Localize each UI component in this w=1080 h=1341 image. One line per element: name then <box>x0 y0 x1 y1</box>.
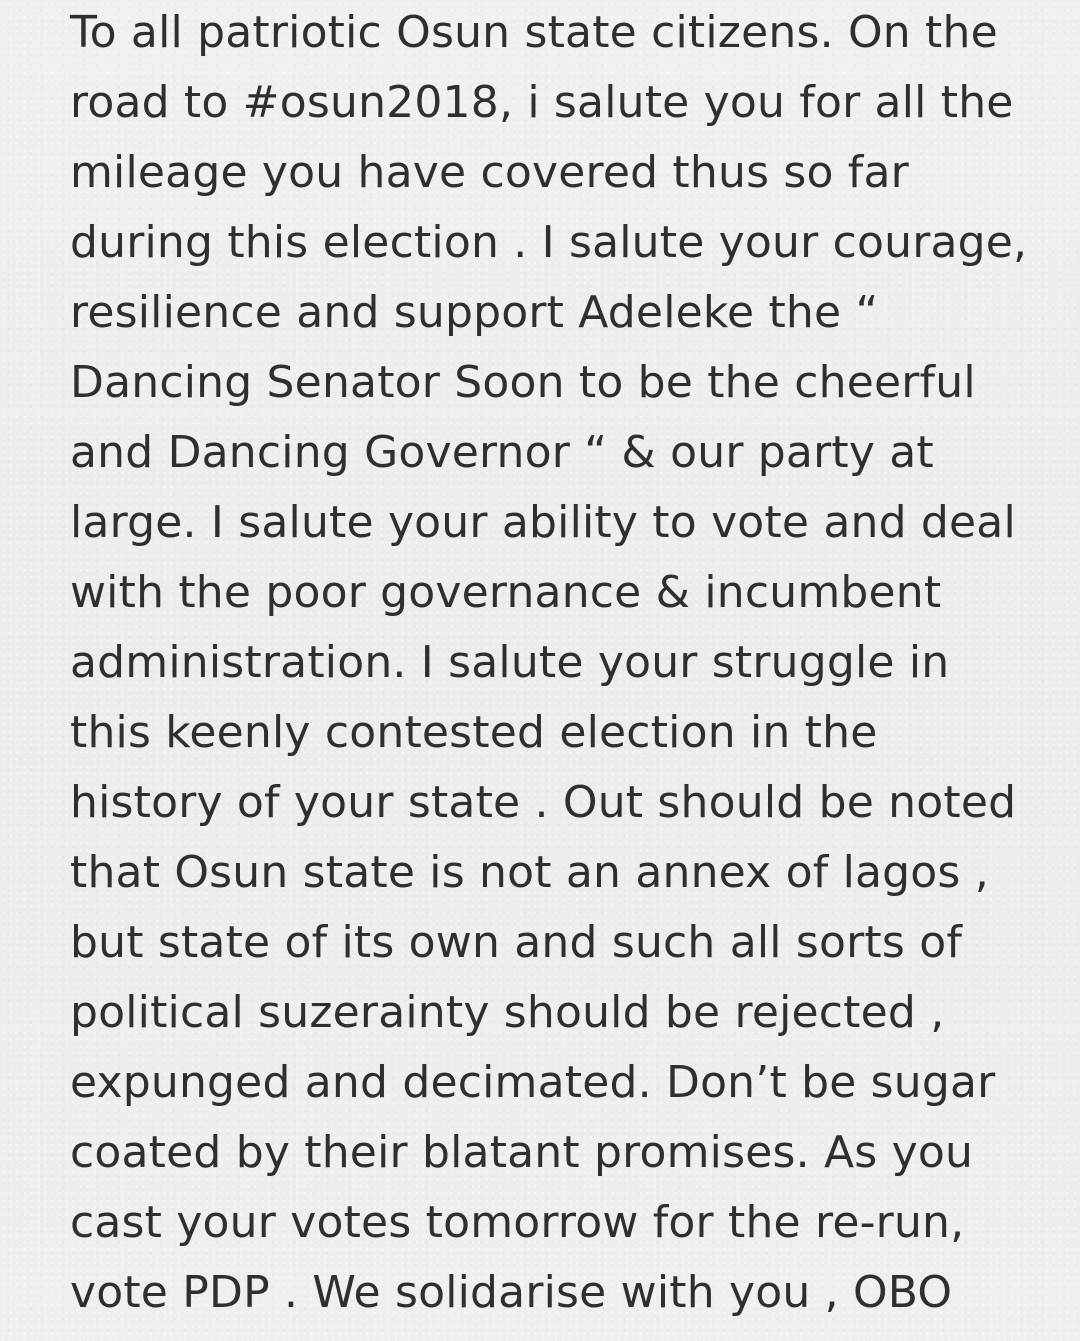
note-line: vote PDP . We solidarise with you , OBO <box>70 1267 953 1318</box>
note-line: mileage you have covered thus so far <box>70 147 909 198</box>
note-line: road to #osun2018, i salute you for all the <box>70 77 1014 128</box>
note-line: To all patriotic Osun state citizens. On the <box>70 7 998 58</box>
note-line: expunged and decimated. Don’t be sugar <box>70 1057 996 1108</box>
note-line: Dancing Senator Soon to be the cheerful <box>70 357 976 408</box>
note-line: during this election . I salute your courage, <box>70 217 1028 268</box>
note-line: coated by their blatant promises. As you <box>70 1127 974 1178</box>
note-line: and Dancing Governor “ & our party at <box>70 427 934 478</box>
note-line: resilience and support Adeleke the “ <box>70 287 879 338</box>
note-line: political suzerainty should be rejected , <box>70 987 945 1038</box>
note-line: with the poor governance & incumbent <box>70 567 942 618</box>
note-line: that Osun state is not an annex of lagos , <box>70 847 989 898</box>
note-line: history of your state . Out should be noted <box>70 777 1017 828</box>
note-line: large. I salute your ability to vote and deal <box>70 497 1016 548</box>
note-line: cast your votes tomorrow for the re-run, <box>70 1197 965 1248</box>
note-line: but state of its own and such all sorts of <box>70 917 963 968</box>
note-line: this keenly contested election in the <box>70 707 878 758</box>
note-line: administration. I salute your struggle in <box>70 637 950 688</box>
